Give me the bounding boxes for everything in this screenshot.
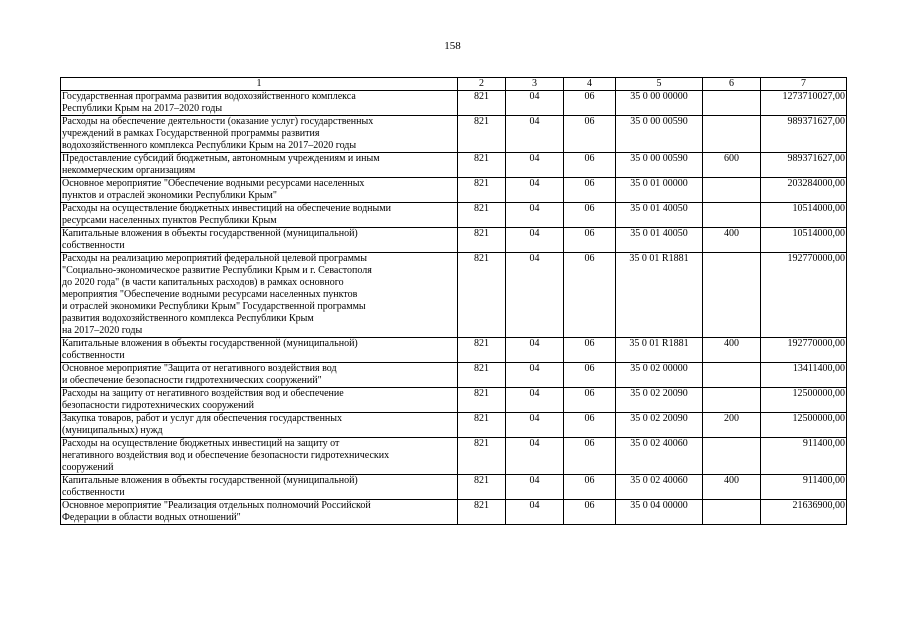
column-header-6: 6 bbox=[703, 78, 761, 91]
subsection-code-cell: 06 bbox=[564, 203, 616, 228]
ministry-code-cell: 821 bbox=[458, 413, 506, 438]
amount-cell: 989371627,00 bbox=[761, 116, 847, 153]
table-row bbox=[61, 438, 847, 475]
subsection-code-cell: 06 bbox=[564, 338, 616, 363]
amount-cell: 10514000,00 bbox=[761, 228, 847, 253]
target-article-cell: 35 0 01 R1881 bbox=[616, 253, 703, 338]
row-name-text: Расходы на обеспечение деятельности (оказание услуг) государственных учреждений в рамках Государственной программы развития водохозяйственного комплекса Республики Крым на 2017–2020 годы bbox=[62, 116, 374, 151]
target-article-cell: 35 0 01 00000 bbox=[616, 178, 703, 203]
target-article-cell: 35 0 02 40060 bbox=[616, 475, 703, 500]
row-name-cell bbox=[61, 438, 458, 475]
section-code-cell: 04 bbox=[506, 253, 564, 338]
expense-type-cell bbox=[703, 500, 761, 525]
subsection-code-cell: 06 bbox=[564, 228, 616, 253]
subsection-code-cell: 06 bbox=[564, 363, 616, 388]
ministry-code-cell: 821 bbox=[458, 153, 506, 178]
row-name-text: Государственная программа развития водохозяйственного комплекса Республики Крым на 2017–2020 годы bbox=[62, 91, 356, 114]
row-name-text: Основное мероприятие "Обеспечение водными ресурсами населенных пунктов и отраслей экономики Республики Крым" bbox=[62, 178, 365, 201]
row-name-text: Капитальные вложения в объекты государственной (муниципальной) собственности bbox=[62, 338, 358, 361]
section-code-cell: 04 bbox=[506, 388, 564, 413]
expense-type-cell bbox=[703, 363, 761, 388]
table-row bbox=[61, 388, 847, 413]
amount-cell: 989371627,00 bbox=[761, 153, 847, 178]
column-header-4: 4 bbox=[564, 78, 616, 91]
expense-type-cell bbox=[703, 91, 761, 116]
target-article-cell: 35 0 02 20090 bbox=[616, 413, 703, 438]
expense-type-cell: 400 bbox=[703, 338, 761, 363]
amount-cell: 12500000,00 bbox=[761, 413, 847, 438]
target-article-cell: 35 0 02 00000 bbox=[616, 363, 703, 388]
expense-type-cell bbox=[703, 203, 761, 228]
ministry-code-cell: 821 bbox=[458, 116, 506, 153]
ministry-code-cell: 821 bbox=[458, 500, 506, 525]
row-name-cell bbox=[61, 475, 458, 500]
expense-type-cell: 200 bbox=[703, 413, 761, 438]
column-header-3: 3 bbox=[506, 78, 564, 91]
amount-cell: 192770000,00 bbox=[761, 338, 847, 363]
table-row bbox=[61, 178, 847, 203]
subsection-code-cell: 06 bbox=[564, 500, 616, 525]
subsection-code-cell: 06 bbox=[564, 253, 616, 338]
page-number: 158 bbox=[444, 40, 461, 52]
subsection-code-cell: 06 bbox=[564, 388, 616, 413]
ministry-code-cell: 821 bbox=[458, 228, 506, 253]
amount-cell: 13411400,00 bbox=[761, 363, 847, 388]
row-name-cell bbox=[61, 153, 458, 178]
table-row bbox=[61, 500, 847, 525]
section-code-cell: 04 bbox=[506, 116, 564, 153]
header-row bbox=[61, 78, 847, 91]
subsection-code-cell: 06 bbox=[564, 116, 616, 153]
row-name-text: Расходы на реализацию мероприятий федеральной целевой программы "Социально-экономическое развитие Республики Крым и г. Севастополя до 2020 года" (в части капитальных расходов) в рамках основного мероприятия "Обеспечение водными ресурсами населенных пунктов и отраслей экономики Республики Крым" Государственной программы развития водохозяйственного комплекса Республики Крым на 2017–2020 годы bbox=[62, 253, 372, 336]
section-code-cell: 04 bbox=[506, 338, 564, 363]
row-name-cell bbox=[61, 203, 458, 228]
row-name-cell bbox=[61, 363, 458, 388]
ministry-code-cell: 821 bbox=[458, 91, 506, 116]
column-header-1: 1 bbox=[61, 78, 458, 91]
expense-type-cell bbox=[703, 178, 761, 203]
expense-type-cell: 600 bbox=[703, 153, 761, 178]
table-row bbox=[61, 203, 847, 228]
column-header-7: 7 bbox=[761, 78, 847, 91]
amount-cell: 10514000,00 bbox=[761, 203, 847, 228]
ministry-code-cell: 821 bbox=[458, 388, 506, 413]
section-code-cell: 04 bbox=[506, 500, 564, 525]
row-name-text: Капитальные вложения в объекты государственной (муниципальной) собственности bbox=[62, 228, 358, 251]
row-name-cell bbox=[61, 500, 458, 525]
ministry-code-cell: 821 bbox=[458, 438, 506, 475]
row-name-cell bbox=[61, 413, 458, 438]
amount-cell: 192770000,00 bbox=[761, 253, 847, 338]
row-name-cell bbox=[61, 178, 458, 203]
table-row bbox=[61, 91, 847, 116]
budget-table bbox=[60, 77, 847, 525]
column-header-5: 5 bbox=[616, 78, 703, 91]
section-code-cell: 04 bbox=[506, 438, 564, 475]
row-name-text: Расходы на осуществление бюджетных инвестиций на защиту от негативного воздействия вод и обеспечение безопасности гидротехнических сооружений bbox=[62, 438, 390, 473]
table-row bbox=[61, 475, 847, 500]
row-name-text: Расходы на защиту от негативного воздействия вод и обеспечение безопасности гидротехнических сооружений bbox=[62, 388, 344, 411]
expense-type-cell: 400 bbox=[703, 228, 761, 253]
row-name-cell bbox=[61, 338, 458, 363]
row-name-text: Предоставление субсидий бюджетным, автономным учреждениям и иным некоммерческим организациям bbox=[62, 153, 380, 176]
row-name-text: Основное мероприятие "Защита от негативного воздействия вод и обеспечение безопасности гидротехнических сооружений" bbox=[62, 363, 337, 386]
target-article-cell: 35 0 02 20090 bbox=[616, 388, 703, 413]
row-name-text: Основное мероприятие "Реализация отдельных полномочий Российской Федерации в области водных отношений" bbox=[62, 500, 371, 523]
section-code-cell: 04 bbox=[506, 91, 564, 116]
target-article-cell: 35 0 01 40050 bbox=[616, 228, 703, 253]
table-row bbox=[61, 413, 847, 438]
row-name-cell bbox=[61, 253, 458, 338]
amount-cell: 911400,00 bbox=[761, 475, 847, 500]
section-code-cell: 04 bbox=[506, 228, 564, 253]
target-article-cell: 35 0 04 00000 bbox=[616, 500, 703, 525]
target-article-cell: 35 0 00 00000 bbox=[616, 91, 703, 116]
row-name-cell bbox=[61, 388, 458, 413]
section-code-cell: 04 bbox=[506, 178, 564, 203]
subsection-code-cell: 06 bbox=[564, 438, 616, 475]
table-row bbox=[61, 153, 847, 178]
ministry-code-cell: 821 bbox=[458, 338, 506, 363]
row-name-text: Капитальные вложения в объекты государственной (муниципальной) собственности bbox=[62, 475, 358, 498]
amount-cell: 203284000,00 bbox=[761, 178, 847, 203]
subsection-code-cell: 06 bbox=[564, 178, 616, 203]
expense-type-cell: 400 bbox=[703, 475, 761, 500]
ministry-code-cell: 821 bbox=[458, 475, 506, 500]
row-name-cell bbox=[61, 228, 458, 253]
expense-type-cell bbox=[703, 116, 761, 153]
subsection-code-cell: 06 bbox=[564, 413, 616, 438]
section-code-cell: 04 bbox=[506, 153, 564, 178]
ministry-code-cell: 821 bbox=[458, 178, 506, 203]
amount-cell: 1273710027,00 bbox=[761, 91, 847, 116]
row-name-text: Расходы на осуществление бюджетных инвестиций на обеспечение водными ресурсами населенных пунктов Республики Крым bbox=[62, 203, 391, 226]
table-row bbox=[61, 338, 847, 363]
row-name-text: Закупка товаров, работ и услуг для обеспечения государственных (муниципальных) нужд bbox=[62, 413, 343, 436]
section-code-cell: 04 bbox=[506, 475, 564, 500]
subsection-code-cell: 06 bbox=[564, 475, 616, 500]
row-name-cell bbox=[61, 91, 458, 116]
ministry-code-cell: 821 bbox=[458, 363, 506, 388]
section-code-cell: 04 bbox=[506, 203, 564, 228]
target-article-cell: 35 0 00 00590 bbox=[616, 116, 703, 153]
expense-type-cell bbox=[703, 388, 761, 413]
amount-cell: 911400,00 bbox=[761, 438, 847, 475]
target-article-cell: 35 0 02 40060 bbox=[616, 438, 703, 475]
section-code-cell: 04 bbox=[506, 413, 564, 438]
column-header-2: 2 bbox=[458, 78, 506, 91]
table-row bbox=[61, 363, 847, 388]
row-name-cell bbox=[61, 116, 458, 153]
table-row bbox=[61, 116, 847, 153]
target-article-cell: 35 0 01 R1881 bbox=[616, 338, 703, 363]
target-article-cell: 35 0 00 00590 bbox=[616, 153, 703, 178]
amount-cell: 12500000,00 bbox=[761, 388, 847, 413]
subsection-code-cell: 06 bbox=[564, 91, 616, 116]
table-row bbox=[61, 253, 847, 338]
subsection-code-cell: 06 bbox=[564, 153, 616, 178]
table-row bbox=[61, 228, 847, 253]
expense-type-cell bbox=[703, 438, 761, 475]
amount-cell: 21636900,00 bbox=[761, 500, 847, 525]
ministry-code-cell: 821 bbox=[458, 203, 506, 228]
target-article-cell: 35 0 01 40050 bbox=[616, 203, 703, 228]
section-code-cell: 04 bbox=[506, 363, 564, 388]
expense-type-cell bbox=[703, 253, 761, 338]
ministry-code-cell: 821 bbox=[458, 253, 506, 338]
